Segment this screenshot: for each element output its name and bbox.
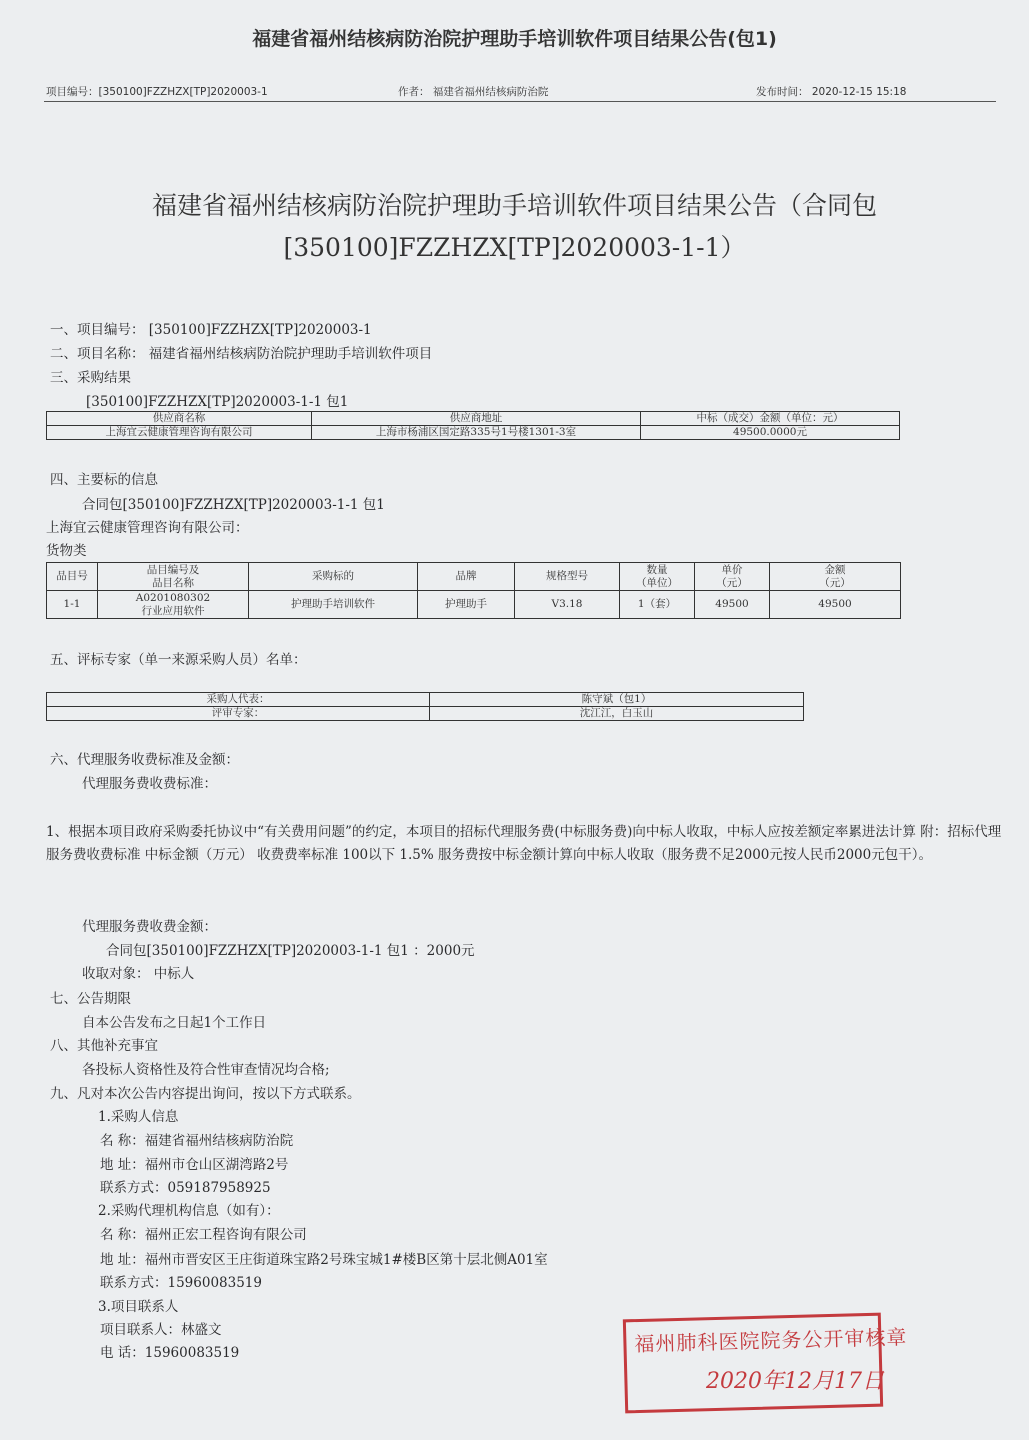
page-header-title: 福建省福州结核病防治院护理助手培训软件项目结果公告(包1) [252,28,777,50]
result-header-supplier: 供应商名称 [47,412,312,426]
expert-value-reviewer: 沈江江，白玉山 [430,707,804,721]
result-cell-amount: 49500.0000元 [641,426,900,440]
goods-cell-unit-price: 49500 [695,591,770,619]
goods-table [46,562,901,619]
goods-cell-item-code: A0201080302 行业应用软件 [98,591,249,619]
project-contact-name: 项目联系人：林盛文 [100,1322,222,1338]
buyer-name: 名 称：福建省福州结核病防治院 [100,1133,294,1149]
result-package-label: [350100]FZZHZX[TP]2020003-1-1 包1 [86,394,349,410]
goods-header-brand: 品牌 [418,563,515,591]
goods-cell-item-no: 1-1 [47,591,98,619]
author-meta: 作者： 福建省福州结核病防治院 [398,86,549,98]
goods-cell-subject: 护理助手培训软件 [249,591,418,619]
project-number-meta: 项目编号：[350100]FZZHZX[TP]2020003-1 [46,86,268,98]
expert-value-buyer: 陈守斌（包1） [430,693,804,707]
stamp-handwritten-date: 2020年12月17日 [706,1369,884,1394]
expert-label-reviewer: 评审专家： [47,707,430,721]
expert-label-buyer: 采购人代表： [47,693,430,707]
result-header-address: 供应商地址 [312,412,641,426]
section-experts: 五、评标专家（单一来源采购人员）名单： [50,652,307,668]
approval-stamp [623,1313,908,1414]
agency-fee-amount-label: 代理服务费收费金额： [82,919,217,935]
section-agency-fee: 六、代理服务收费标准及金额： [50,752,239,768]
section-contact: 九、凡对本次公告内容提出询问，按以下方式联系。 [50,1086,361,1102]
goods-header-subject: 采购标的 [249,563,418,591]
other-matters-text: 各投标人资格性及符合性审查情况均合格; [82,1062,330,1078]
agency-info-title: 2.采购代理机构信息（如有）： [98,1203,280,1219]
goods-header-item-code: 品目编号及 品目名称 [98,563,249,591]
agency-phone: 联系方式：15960083519 [100,1275,262,1291]
goods-header-amount: 金额 （元） [770,563,901,591]
agency-name: 名 称：福州正宏工程咨询有限公司 [100,1227,307,1243]
goods-cell-amount: 49500 [770,591,901,619]
result-header-amount: 中标（成交）金额（单位：元） [641,412,900,426]
section-project-name: 二、项目名称： 福建省福州结核病防治院护理助手培训软件项目 [50,346,433,362]
expert-table [46,692,804,721]
goods-cell-model: V3.18 [515,591,620,619]
goods-header-unit-price: 单价 （元） [695,563,770,591]
main-items-package: 合同包[350100]FZZHZX[TP]2020003-1-1 包1 [82,497,385,513]
result-cell-address: 上海市杨浦区国定路335号1号楼1301-3室 [312,426,641,440]
agency-fee-amount: 合同包[350100]FZZHZX[TP]2020003-1-1 包1 ：2000元 [106,943,475,959]
announcement-title: 福建省福州结核病防治院护理助手培训软件项目结果公告（合同包[350100]FZZHZX[TP]2020003-1-1） [151,191,877,262]
section-procurement-result: 三、采购结果 [50,370,131,386]
agency-fee-target: 收取对象： 中标人 [82,966,195,982]
main-items-category: 货物类 [46,543,87,559]
buyer-address: 地 址：福州市仓山区湖湾路2号 [100,1157,289,1173]
goods-header-item-no: 品目号 [47,563,98,591]
goods-header-quantity: 数量 （单位） [620,563,695,591]
goods-cell-brand: 护理助手 [418,591,515,619]
agency-fee-standard-label: 代理服务费收费标准： [82,776,217,792]
buyer-phone: 联系方式：059187958925 [100,1180,271,1196]
main-items-company: 上海宜云健康管理咨询有限公司： [46,520,249,536]
publish-time-meta: 发布时间： 2020-12-15 15:18 [756,86,907,98]
section-project-number: 一、项目编号： [350100]FZZHZX[TP]2020003-1 [50,322,372,338]
result-table [46,411,900,440]
announcement-period-text: 自本公告发布之日起1个工作日 [82,1015,267,1031]
goods-cell-quantity: 1（套） [620,591,695,619]
section-main-items: 四、主要标的信息 [50,472,158,488]
goods-header-model: 规格型号 [515,563,620,591]
agency-fee-paragraph: 1、根据本项目政府采购委托协议中“有关费用问题”的约定，本项目的招标代理服务费(中标服务费)向中标人收取，中标人应按差额定率累进法计算 附：招标代理服务费收费标准 中标金额（万元） 收费费率标准 100以下 1.5% 服务费按中标金额计算向中标人收取（服务费不足2000元按人民币2000元包干）。 [46,824,1002,863]
section-other-matters: 八、其他补充事宜 [50,1038,158,1054]
section-announcement-period: 七、公告期限 [50,991,131,1007]
buyer-info-title: 1.采购人信息 [98,1109,179,1125]
agency-address: 地 址：福州市晋安区王庄街道珠宝路2号珠宝城1#楼B区第十层北侧A01室 [100,1252,548,1268]
stamp-text: 福州肺科医院院务公开审核章 [634,1324,908,1357]
header-divider [44,101,996,102]
result-cell-supplier: 上海宜云健康管理咨询有限公司 [47,426,312,440]
project-contact-phone: 电 话：15960083519 [100,1345,240,1361]
project-contact-title: 3.项目联系人 [98,1299,179,1315]
